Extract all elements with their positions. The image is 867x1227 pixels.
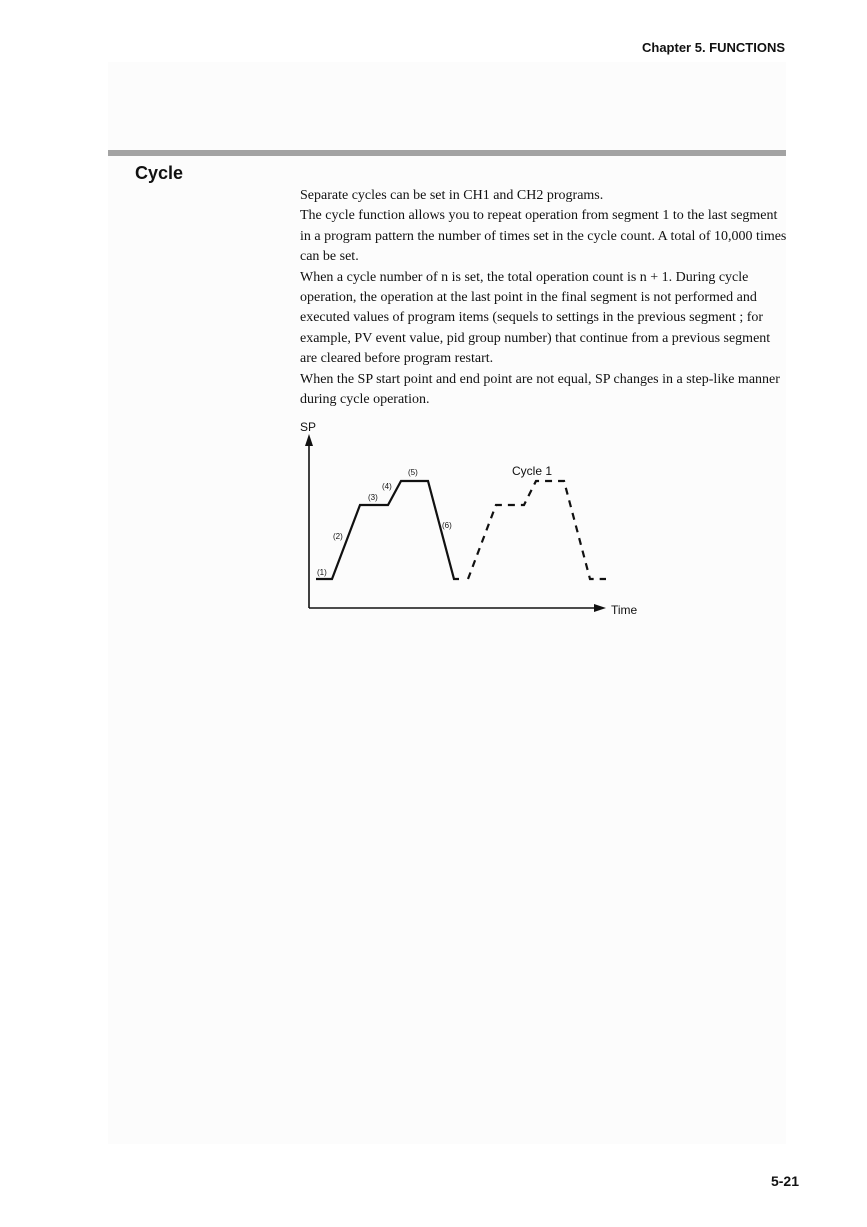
paragraph: The cycle function allows you to repeat operation from segment 1 to the last segment in a program pattern the number of times set in the cycle count. A total of 10,000 times can be set. xyxy=(300,208,787,265)
y-axis-arrow xyxy=(305,434,313,446)
program-pattern-solid xyxy=(316,481,459,579)
section-title: Cycle xyxy=(135,163,184,183)
paragraph: Separate cycles can be set in CH1 and CH2 programs. xyxy=(300,188,604,203)
x-axis-arrow xyxy=(594,604,606,612)
program-pattern-cycle-dashed xyxy=(468,481,606,579)
segment-label: (5) xyxy=(408,468,418,477)
segment-label: (1) xyxy=(317,568,327,577)
cycle-diagram xyxy=(296,414,656,624)
paragraph: When a cycle number of n is set, the total operation count is n + 1. During cycle operation, the operation at the last point in the final segment is not performed and executed values of program items (sequels to settings in the previous segment ; for example, PV event value, pid group number) that continue from a previous segment are cleared before program restart. xyxy=(300,269,771,367)
chapter-header: Chapter 5. FUNCTIONS xyxy=(641,40,785,55)
paragraph: When the SP start point and end point are not equal, SP changes in a step-like manner during cycle operation. xyxy=(300,371,780,408)
y-axis-label: SP xyxy=(300,420,317,434)
segment-label: (2) xyxy=(333,532,343,541)
segment-label: (4) xyxy=(382,482,392,491)
section-divider xyxy=(108,150,786,156)
segment-label: (3) xyxy=(368,493,378,502)
x-axis-label: Time xyxy=(611,603,638,617)
cycle-label: Cycle 1 xyxy=(512,464,553,478)
page-number: 5-21 xyxy=(770,1173,799,1189)
body-text xyxy=(300,186,788,410)
segment-label: (6) xyxy=(442,521,452,530)
